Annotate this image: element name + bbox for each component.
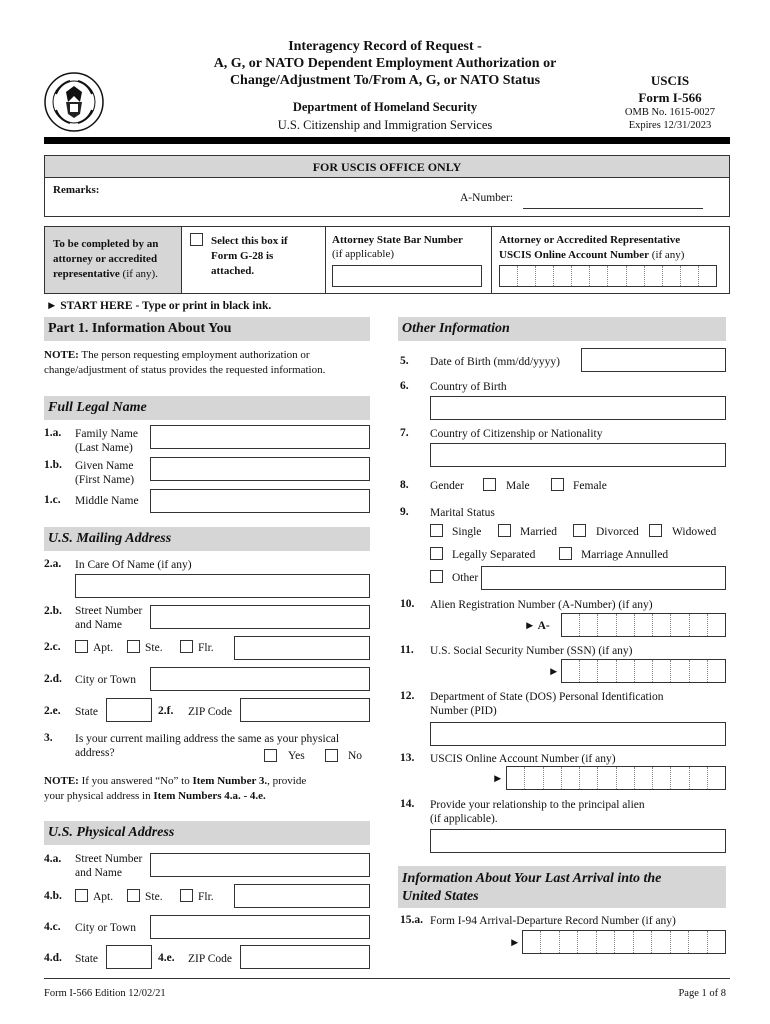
item-number: 6. [400,380,409,392]
item-number: 1.c. [44,494,61,506]
male-label: Male [506,480,530,492]
form-title [150,38,620,89]
physical-unit-input[interactable] [234,884,370,908]
physical-note-text-2b: Item Numbers 4.a. - 4.e. [153,790,266,802]
online-account-label: USCIS Online Account Number (if any) [430,753,616,765]
department: Department of Homeland Security [292,100,478,114]
item-number: 15.a. [400,914,423,926]
mailing-address-title: U.S. Mailing Address [44,527,370,551]
arrow-icon: ► [509,937,521,949]
divider [325,227,326,293]
footer-edition: Form I-566 Edition 12/02/21 [44,988,166,999]
mailing-street-input[interactable] [150,605,370,629]
g28-label-3: attached. [211,265,255,277]
relationship-label-2: (if applicable). [430,813,498,825]
citizenship-input[interactable] [430,443,726,467]
flr-label: Flr. [198,642,214,654]
item-number: 12. [400,690,415,702]
bar-number-label-1: Attorney State Bar Number [332,234,463,246]
other-marital-input[interactable] [481,566,726,590]
item-number: 13. [400,752,415,764]
physical-street-label-2: and Name [75,867,122,879]
attorney-instruction-2: attorney or accredited [53,253,158,265]
physical-note-text-1b: Item Number 3. [192,775,268,787]
divider [491,227,492,293]
remarks-label: Remarks: [53,184,100,196]
country-of-birth-label: Country of Birth [430,381,507,393]
item-number: 7. [400,427,409,439]
street-label-1: Street Number [75,605,143,617]
country-of-birth-input[interactable] [430,396,726,420]
given-name-label [75,459,134,487]
no-label: No [348,750,363,762]
item-number: 11. [400,644,414,656]
physical-note-text-1a: If you answered “No” to [78,775,193,787]
title-line-2: A, G, or NATO Dependent Employment Authorization or [213,56,557,71]
physical-note-label: NOTE: [44,775,79,787]
part1-note [44,348,374,378]
female-label: Female [573,480,607,492]
marital-status-label: Marital Status [430,507,495,519]
attorney-instruction [45,227,182,293]
gender-label: Gender [430,480,464,492]
city-label: City or Town [75,922,136,934]
rep-account-label-1: Attorney or Accredited Representative [499,234,681,246]
annulled-label: Marriage Annulled [581,549,669,561]
widowed-label: Widowed [672,526,717,538]
office-only-title: FOR USCIS OFFICE ONLY [45,156,729,178]
physical-note [44,774,374,804]
dob-label: Date of Birth (mm/dd/yyyy) [430,356,560,368]
title-line-3: Change/Adjustment To/From A, G, or NATO Status [229,73,541,88]
middle-name-label: Middle Name [75,495,139,507]
ssn-label: U.S. Social Security Number (SSN) (if any) [430,645,633,657]
expiration-date: Expires 12/31/2023 [628,120,712,131]
family-name-label-2: (Last Name) [75,442,133,454]
form-id-block [610,72,730,132]
attorney-box [44,226,730,294]
physical-flr-checkbox[interactable] [180,889,193,902]
item-number: 2.e. [44,705,61,717]
last-arrival-title [398,866,726,908]
given-name-label-2: (First Name) [75,474,135,486]
state-label: State [75,706,98,718]
item-number: 10. [400,598,415,610]
pid-label-1: Department of State (DOS) Personal Identification [430,691,664,703]
part1-title: Part 1. Information About You [44,317,370,341]
header-rule [44,137,730,144]
separated-checkbox[interactable] [430,547,443,560]
agency: U.S. Citizenship and Immigration Services [277,118,493,132]
city-label: City or Town [75,674,136,686]
mailing-unit-input[interactable] [234,636,370,660]
care-of-input[interactable] [75,574,370,598]
item-number: 14. [400,798,415,810]
item-number: 2.d. [44,673,62,685]
item-number: 2.b. [44,605,62,617]
bar-number-label-2: (if applicable) [332,248,394,260]
last-arrival-title-1: Information About Your Last Arrival into the [402,871,662,886]
married-label: Married [520,526,558,538]
a-number-input[interactable] [561,613,726,637]
apt-label: Apt. [93,642,114,654]
item-number: 4.a. [44,853,62,865]
item-number: 1.a. [44,427,62,439]
flr-label: Flr. [198,891,214,903]
other-label: Other [452,572,479,584]
same-address-no-checkbox[interactable] [325,749,338,762]
family-name-input[interactable] [150,425,370,449]
annulled-checkbox[interactable] [559,547,572,560]
middle-name-input[interactable] [150,489,370,513]
ssn-input[interactable] [561,659,726,683]
physical-note-text-2a: your physical address in [44,790,154,802]
a-number-field-label: Alien Registration Number (A-Number) (if any) [430,599,653,611]
note-text-2: change/adjustment of status provides the requested information. [44,364,326,376]
omb-number: OMB No. 1615-0027 [624,107,716,118]
same-address-yes-checkbox[interactable] [264,749,277,762]
physical-street-input[interactable] [150,853,370,877]
footer-rule [44,978,730,979]
bar-number-input[interactable] [332,265,482,287]
given-name-input[interactable] [150,457,370,481]
dhs-seal [44,72,104,132]
same-address-question-2: address? [75,747,115,759]
item-number: 2.f. [158,705,174,717]
relationship-label-1: Provide your relationship to the principal alien [430,799,645,811]
a-number-label: A-Number: [460,192,514,204]
mailing-apt-checkbox[interactable] [75,640,88,653]
female-checkbox[interactable] [551,478,564,491]
other-marital-checkbox[interactable] [430,570,443,583]
street-label [75,852,142,880]
item-number: 1.b. [44,459,62,471]
family-name-label-1: Family Name [75,428,138,440]
family-name-label [75,427,138,455]
divorced-checkbox[interactable] [573,524,586,537]
physical-ste-checkbox[interactable] [127,889,140,902]
ste-label: Ste. [145,891,163,903]
item-number: 4.c. [44,921,61,933]
same-address-question-1: Is your current mailing address the same as your physical [75,733,340,745]
arrow-icon: ► [548,666,560,678]
g28-checkbox[interactable] [190,233,203,246]
married-checkbox[interactable] [498,524,511,537]
given-name-label-1: Given Name [75,460,134,472]
dhs-seal-icon [44,72,104,132]
ste-label: Ste. [145,642,163,654]
separated-label: Legally Separated [452,549,536,561]
relationship-input[interactable] [430,829,726,853]
bar-number-label [332,233,463,261]
pid-label-2: Number (PID) [430,705,497,717]
a-number-prefix: ► A- [524,620,550,632]
male-checkbox[interactable] [483,478,496,491]
item-number: 2.a. [44,558,62,570]
g28-label-1: Select this box if [211,235,288,247]
mailing-city-input[interactable] [150,667,370,691]
dob-input[interactable] [581,348,726,372]
online-account-input[interactable] [506,766,726,790]
pid-label [430,690,663,718]
care-of-label: In Care Of Name (if any) [75,559,192,571]
widowed-checkbox[interactable] [649,524,662,537]
note-text-1: The person requesting employment authorization or [78,349,310,361]
rep-account-label-2b: (if any) [649,249,685,261]
form-number: Form I-566 [638,90,702,105]
office-only-box [44,155,730,217]
g28-label [211,234,288,279]
street-label-2: and Name [75,619,122,631]
divorced-label: Divorced [596,526,639,538]
physical-apt-checkbox[interactable] [75,889,88,902]
title-line-1: Interagency Record of Request - [288,39,482,54]
i94-label: Form I-94 Arrival-Departure Record Number (if any) [430,915,676,927]
citizenship-label: Country of Citizenship or Nationality [430,428,603,440]
g28-label-2: Form G-28 is [211,250,274,262]
mailing-flr-checkbox[interactable] [180,640,193,653]
start-here: ► START HERE - Type or print in black ink. [46,300,272,312]
apt-label: Apt. [93,891,114,903]
i94-input[interactable] [522,930,726,954]
uscis-label: USCIS [650,73,690,88]
item-number: 2.c. [44,641,61,653]
arrow-icon: ► [492,773,504,785]
item-number: 3. [44,732,53,744]
attorney-instruction-1: To be completed by an [53,238,159,250]
street-label [75,604,142,632]
item-number: 4.b. [44,890,62,902]
physical-street-label-1: Street Number [75,853,143,865]
other-info-title: Other Information [398,317,726,341]
item-number: 8. [400,479,409,491]
zip-label: ZIP Code [188,953,232,965]
pid-input[interactable] [430,722,726,746]
item-number: 5. [400,355,409,367]
physical-city-input[interactable] [150,915,370,939]
footer-page-number: Page 1 of 8 [678,988,726,999]
state-label: State [75,953,98,965]
yes-label: Yes [288,750,305,762]
item-number: 9. [400,506,409,518]
item-number: 4.d. [44,952,62,964]
rep-account-label-2a: USCIS Online Account Number [499,249,650,261]
physical-state-input[interactable] [106,945,152,969]
item-number: 4.e. [158,952,175,964]
single-checkbox[interactable] [430,524,443,537]
attorney-instruction-3b: (if any). [119,268,158,280]
full-name-title: Full Legal Name [44,396,370,420]
relationship-label [430,798,645,826]
zip-label: ZIP Code [188,706,232,718]
attorney-instruction-3a: representative [53,268,120,280]
a-number-line[interactable] [523,208,703,209]
physical-address-title: U.S. Physical Address [44,821,370,845]
mailing-zip-input[interactable] [240,698,370,722]
rep-account-label [499,233,684,263]
note-label: NOTE: [44,349,79,361]
physical-zip-input[interactable] [240,945,370,969]
single-label: Single [452,526,482,538]
last-arrival-title-2: United States [402,889,479,904]
rep-account-input[interactable] [499,265,717,287]
mailing-state-input[interactable] [106,698,152,722]
mailing-ste-checkbox[interactable] [127,640,140,653]
physical-note-text-1c: , provide [267,775,307,787]
